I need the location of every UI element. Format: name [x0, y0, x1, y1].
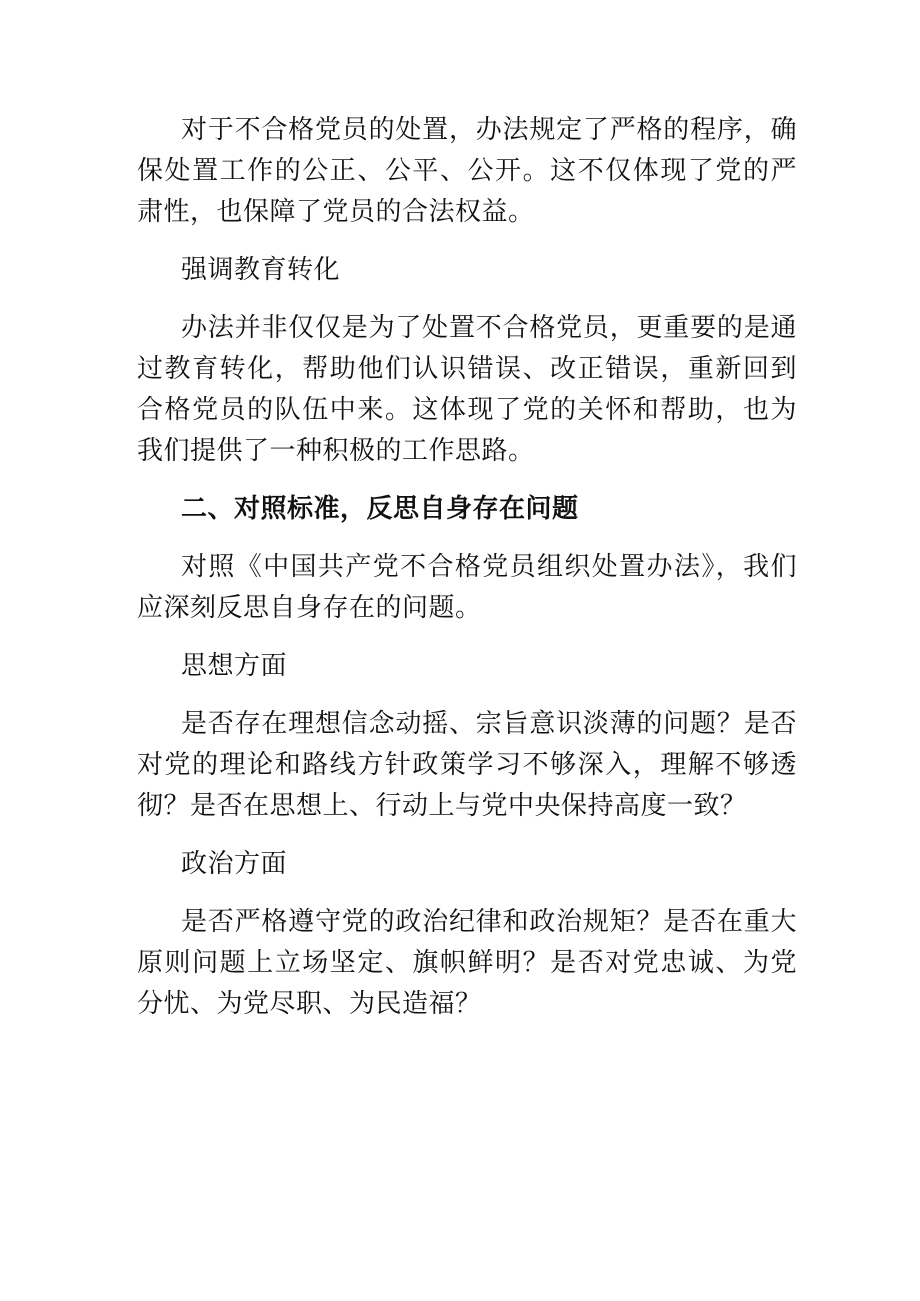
paragraph-education-transformation: 办法并非仅仅是为了处置不合格党员，更重要的是通过教育转化，帮助他们认识错误、改正错误，重新回到合格党员的队伍中来。这体现了党的关怀和帮助，也为我们提供了一种积极的工作思路。	[137, 313, 797, 466]
subheading-education-transformation: 强调教育转化	[181, 255, 341, 285]
section-heading-reflection: 二、对照标准，反思自身存在问题	[181, 494, 579, 524]
subheading-politics: 政治方面	[181, 849, 288, 879]
paragraph-reflection-intro: 对照《中国共产党不合格党员组织处置办法》，我们应深刻反思自身存在的问题。	[137, 552, 797, 623]
document-body	[137, 110, 797, 1025]
paragraph-disposal-procedure: 对于不合格党员的处置，办法规定了严格的程序，确保处置工作的公正、公平、公开。这不仅体现了党的严肃性，也保障了党员的合法权益。	[137, 115, 797, 227]
paragraph-ideology-questions: 是否存在理想信念动摇、宗旨意识淡薄的问题？是否对党的理论和路线方针政策学习不够深入，理解不够透彻？是否在思想上、行动上与党中央保持高度一致？	[137, 709, 797, 821]
paragraph-politics-questions: 是否严格遵守党的政治纪律和政治规矩？是否在重大原则问题上立场坚定、旗帜鲜明？是否对党忠诚、为党分忧、为党尽职、为民造福？	[137, 907, 797, 1019]
subheading-ideology: 思想方面	[181, 651, 288, 681]
